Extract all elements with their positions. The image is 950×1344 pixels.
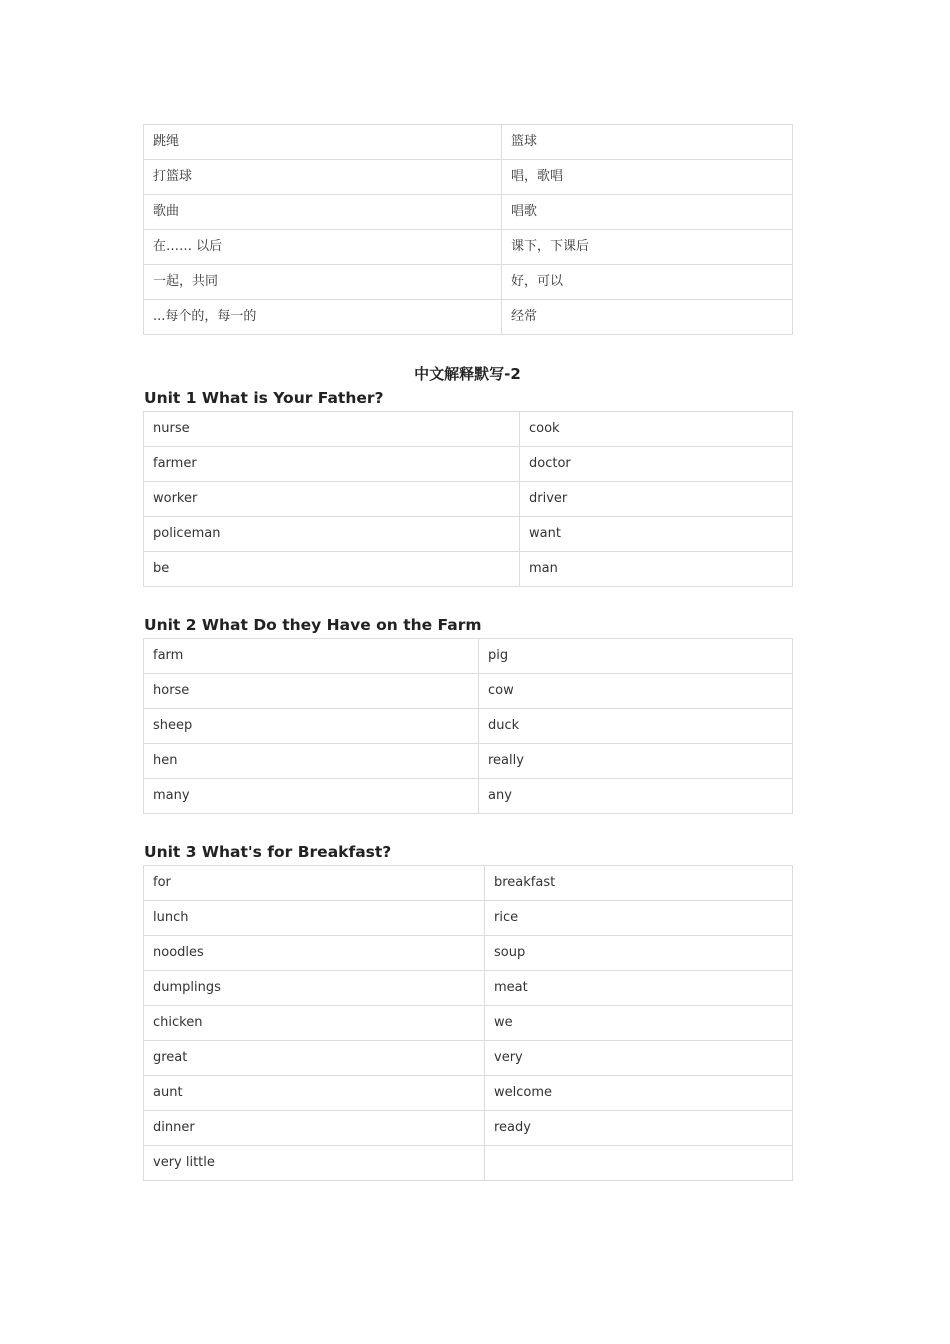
table-cell: hen [144, 744, 479, 779]
table-cell: chicken [144, 1006, 485, 1041]
table-row [144, 300, 793, 335]
table-cell: horse [144, 674, 479, 709]
table-cell: dumplings [144, 971, 485, 1006]
table-row [144, 447, 793, 482]
table-row [144, 709, 793, 744]
table-cell: farm [144, 639, 479, 674]
table-cell: rice [485, 901, 793, 936]
table-row [144, 1041, 793, 1076]
table-row [144, 901, 793, 936]
unit1-heading: Unit 1 What is Your Father? [144, 389, 384, 407]
table-row [144, 936, 793, 971]
table-row [144, 674, 793, 709]
table-cell: 在…… 以后 [144, 230, 502, 265]
unit2-heading: Unit 2 What Do they Have on the Farm [144, 616, 482, 634]
table-cell: we [485, 1006, 793, 1041]
table-cell: ...每个的，每一的 [144, 300, 502, 335]
table-cell: pig [479, 639, 793, 674]
table-cell: cow [479, 674, 793, 709]
table-row [144, 866, 793, 901]
table-cell: 一起，共同 [144, 265, 502, 300]
table-cell: very [485, 1041, 793, 1076]
table-row [144, 195, 793, 230]
table-row [144, 160, 793, 195]
table-cell: 跳绳 [144, 125, 502, 160]
table-cell: nurse [144, 412, 520, 447]
table-cell: doctor [520, 447, 793, 482]
document-title: 中文解释默写-2 [414, 365, 521, 383]
table-cell: any [479, 779, 793, 814]
table-cell: 课下，下课后 [502, 230, 793, 265]
vocab-table-unit2 [143, 638, 793, 814]
table-cell: farmer [144, 447, 520, 482]
table-row [144, 1076, 793, 1111]
unit3-heading: Unit 3 What's for Breakfast? [144, 843, 392, 861]
table-row [144, 265, 793, 300]
table-cell: for [144, 866, 485, 901]
table-cell: 好，可以 [502, 265, 793, 300]
table-cell [485, 1146, 793, 1181]
table-row [144, 779, 793, 814]
table-cell: noodles [144, 936, 485, 971]
table-cell: be [144, 552, 520, 587]
table-cell: breakfast [485, 866, 793, 901]
table-cell: 唱，歌唱 [502, 160, 793, 195]
table-row [144, 1006, 793, 1041]
table-cell: man [520, 552, 793, 587]
table-cell: lunch [144, 901, 485, 936]
table-cell: 歌曲 [144, 195, 502, 230]
table-row [144, 412, 793, 447]
table-row [144, 744, 793, 779]
table-row [144, 1146, 793, 1181]
table-cell: 打篮球 [144, 160, 502, 195]
vocab-table-unit3 [143, 865, 793, 1181]
table-cell: really [479, 744, 793, 779]
table-cell: ready [485, 1111, 793, 1146]
table-cell: want [520, 517, 793, 552]
table-cell: welcome [485, 1076, 793, 1111]
table-cell: duck [479, 709, 793, 744]
table-cell: very little [144, 1146, 485, 1181]
table-cell: policeman [144, 517, 520, 552]
table-cell: great [144, 1041, 485, 1076]
table-row [144, 971, 793, 1006]
table-cell: driver [520, 482, 793, 517]
table-row [144, 230, 793, 265]
table-row [144, 125, 793, 160]
table-cell: meat [485, 971, 793, 1006]
table-row [144, 1111, 793, 1146]
table-cell: dinner [144, 1111, 485, 1146]
table-cell: worker [144, 482, 520, 517]
table-row [144, 482, 793, 517]
table-cell: 经常 [502, 300, 793, 335]
table-row [144, 552, 793, 587]
table-cell: soup [485, 936, 793, 971]
table-row [144, 517, 793, 552]
table-cell: many [144, 779, 479, 814]
vocab-table-unit1 [143, 411, 793, 587]
table-row [144, 639, 793, 674]
table-cell: cook [520, 412, 793, 447]
table-cell: 唱歌 [502, 195, 793, 230]
table-cell: 篮球 [502, 125, 793, 160]
table-cell: aunt [144, 1076, 485, 1111]
table-cell: sheep [144, 709, 479, 744]
vocab-table-chinese [143, 124, 793, 335]
